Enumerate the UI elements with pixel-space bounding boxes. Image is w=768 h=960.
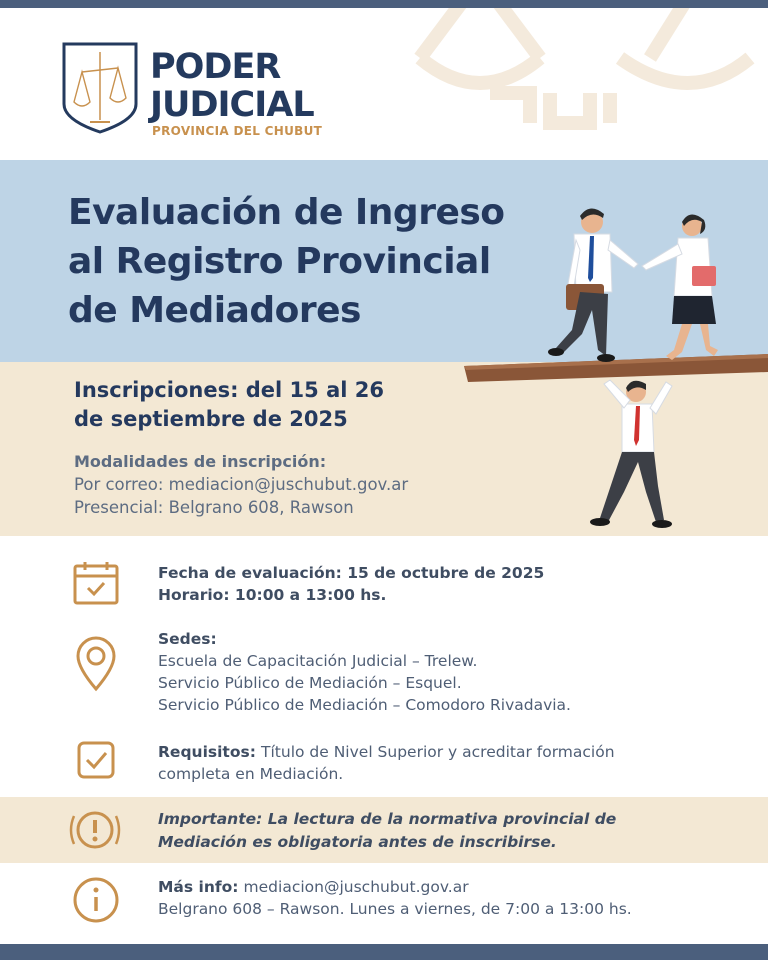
logo-subtitle: PROVINCIA DEL CHUBUT (152, 124, 323, 138)
evaluation-time: Horario: 10:00 a 13:00 hs. (158, 586, 387, 604)
location-pin-icon (74, 636, 118, 692)
important-line1: Importante: La lectura de la normativa provincial de (158, 810, 617, 828)
modality-presencial: Presencial: Belgrano 608, Rawson (74, 498, 354, 517)
title-line1: Evaluación de Ingreso (68, 192, 505, 233)
venues-block (158, 628, 571, 716)
venues-title: Sedes: (158, 630, 217, 648)
registration-line1: Inscripciones: del 15 al 26 (74, 378, 384, 402)
info-icon (72, 876, 120, 924)
background-scale-icon (400, 8, 760, 148)
title-line2: al Registro Provincial (68, 241, 491, 282)
bottom-bar (0, 944, 768, 960)
registration-dates (74, 376, 474, 434)
exclamation-icon (66, 804, 124, 856)
title-line3: de Mediadores (68, 290, 361, 331)
requirements-text-cont: completa en Mediación. (158, 765, 344, 783)
registration-line2: de septiembre de 2025 (74, 407, 348, 431)
top-bar (0, 0, 768, 8)
modality-email: Por correo: mediacion@juschubut.gov.ar (74, 475, 409, 494)
handshake-illustration (460, 200, 768, 536)
checkbox-icon (76, 740, 116, 780)
venue-item: Escuela de Capacitación Judicial – Trelew. (158, 652, 478, 670)
evaluation-date-block (158, 562, 544, 606)
logo-wordmark (150, 48, 314, 124)
requirements-text: Título de Nivel Superior y acreditar formación (261, 743, 615, 761)
modalities-title: Modalidades de inscripción: (74, 452, 327, 471)
important-line2: Mediación es obligatoria antes de inscribirse. (158, 833, 557, 851)
venue-item: Servicio Público de Mediación – Esquel. (158, 674, 462, 692)
evaluation-date: Fecha de evaluación: 15 de octubre de 2025 (158, 564, 545, 582)
calendar-check-icon (72, 560, 120, 606)
venue-item: Servicio Público de Mediación – Comodoro Rivadavia. (158, 696, 571, 714)
logo-line2: JUDICIAL (150, 85, 314, 125)
more-info-address: Belgrano 608 – Rawson. Lunes a viernes, de 7:00 a 13:00 hs. (158, 900, 632, 918)
requirements-block (158, 741, 718, 785)
more-info-email[interactable]: mediacion@juschubut.gov.ar (243, 878, 469, 896)
more-info-label: Más info: (158, 878, 239, 896)
important-notice (158, 808, 718, 854)
requirements-label: Requisitos: (158, 743, 256, 761)
logo-line1: PODER (150, 47, 281, 87)
more-info-block (158, 876, 632, 920)
header (0, 8, 768, 160)
scale-of-justice-icon (60, 38, 140, 134)
